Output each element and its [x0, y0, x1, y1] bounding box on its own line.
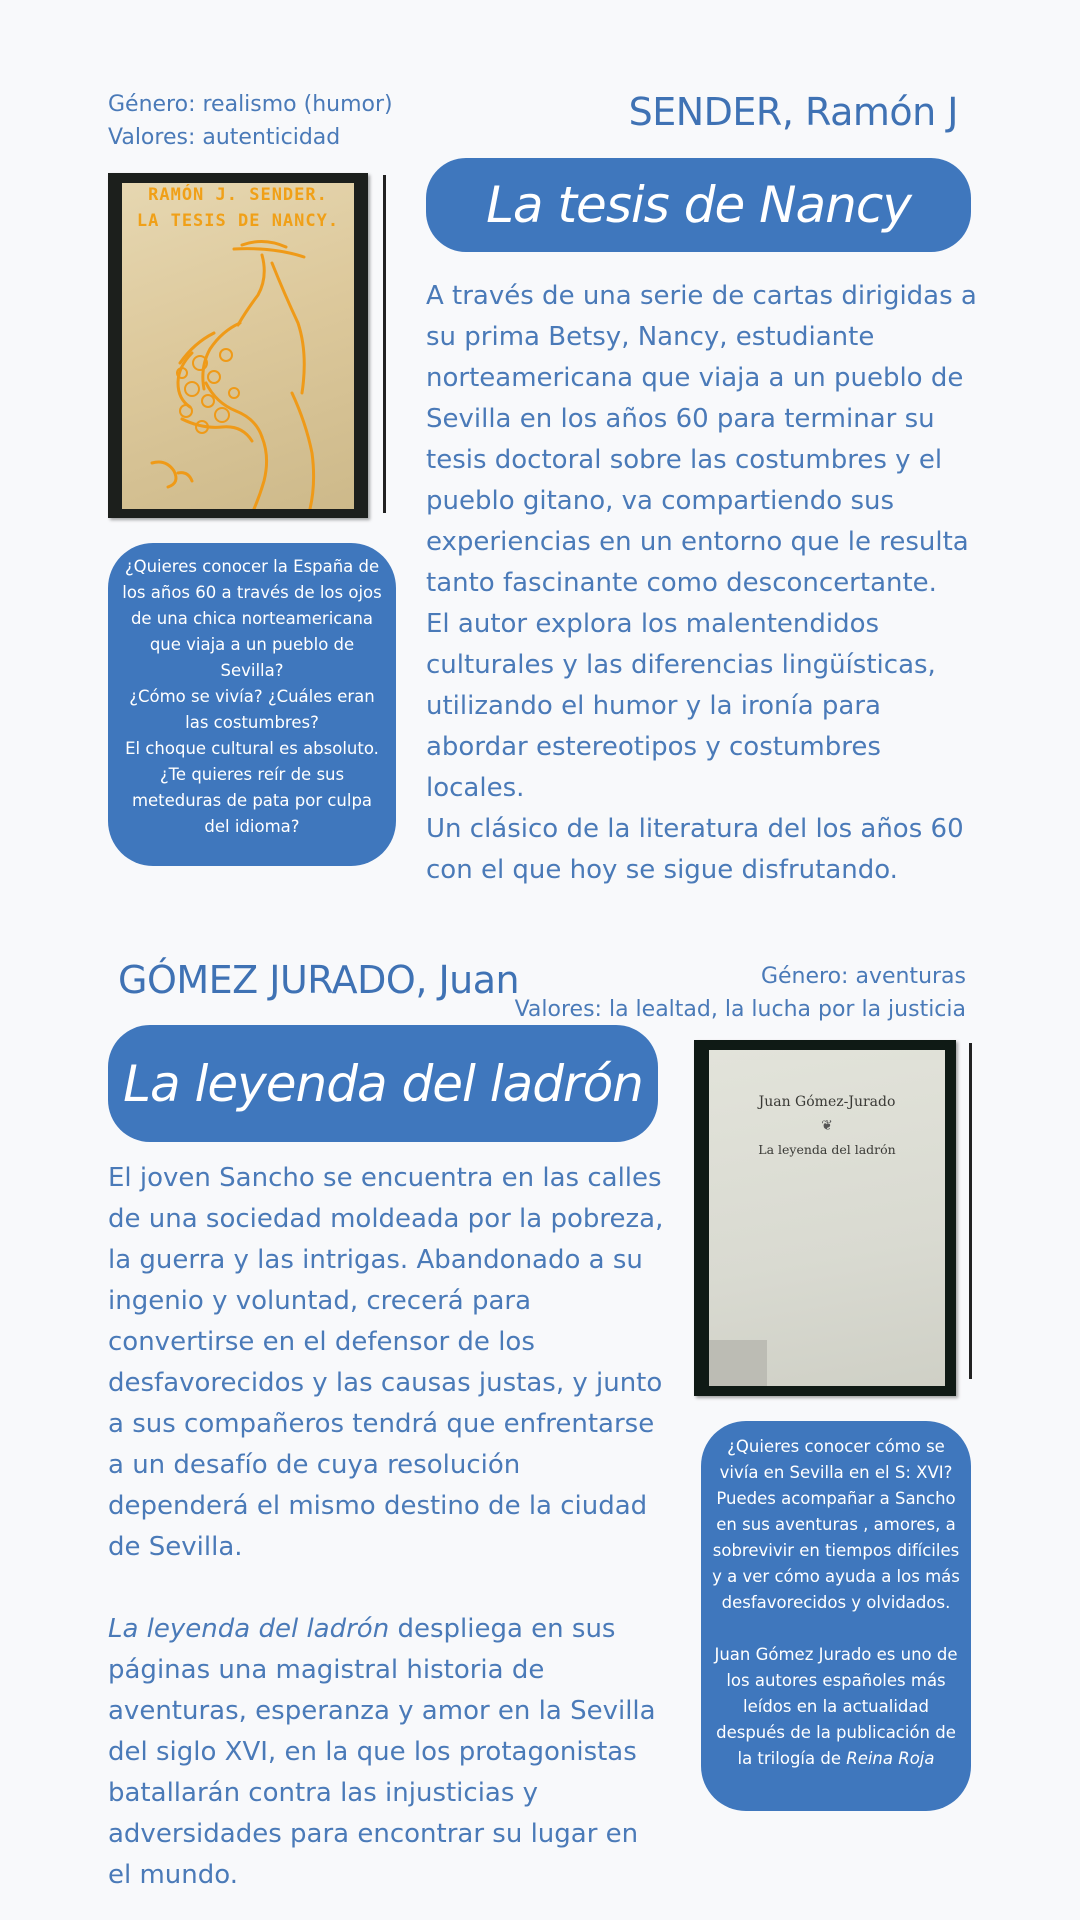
paragraph-gap [711, 1616, 961, 1642]
book1-cover-illustration [122, 183, 354, 509]
book1-title: La tesis de Nancy [486, 176, 911, 234]
book2-cover-stain [709, 1340, 767, 1386]
book2-title: La leyenda del ladrón [123, 1054, 643, 1113]
book2-cover-page [709, 1050, 945, 1386]
book1-question-bubble [108, 543, 396, 866]
book2-bubble-italic-title: Reina Roja [846, 1749, 935, 1768]
book1-description [426, 276, 986, 891]
book1-description-p3: Un clásico de la literatura del los años 60 con el que hoy se sigue disfrutando. [426, 814, 964, 885]
book1-author: SENDER, Ramón J [628, 90, 958, 134]
book2-genre: Género: aventuras [760, 964, 966, 989]
book2-cover-author: Juan Gómez-Jurado [758, 1094, 896, 1110]
book2-author: GÓMEZ JURADO, Juan [118, 958, 520, 1002]
book2-values: Valores: la lealtad, la lucha por la justicia [514, 997, 966, 1022]
book2-meta [515, 960, 966, 1026]
book2-bubble-p2-text: Juan Gómez Jurado es uno de los autores españoles más leídos en la actualidad después de la publicación de la trilogía de [714, 1645, 958, 1768]
paragraph-gap [108, 1568, 668, 1609]
book2-description-p2 [108, 1609, 668, 1896]
book1-values: Valores: autenticidad [108, 125, 341, 150]
book2-description-p2-text: despliega en sus páginas una magistral historia de aventuras, esperanza y amor en la Sevilla del siglo XVI, en la que los protagonistas batallarán contra las injusticias y adversidades para encontrar su lugar en el mundo. [108, 1614, 656, 1890]
book1-meta [108, 88, 393, 154]
book2-cover-ornament: ❦ [821, 1118, 833, 1134]
book2-cover-image [694, 1040, 956, 1396]
book2-cover-title: La leyenda del ladrón [758, 1142, 896, 1157]
book2-description [108, 1158, 668, 1896]
book2-description-p1: El joven Sancho se encuentra en las calles de una sociedad moldeada por la pobreza, la guerra y las intrigas. Abandonado a su ingenio y voluntad, crecerá para convertirse en el defensor de los desfavorecidos y las causas justas, y junto a sus compañeros tendrá que enfrentarse a un desafío de cuya resolución dependerá el mismo destino de la ciudad de Sevilla. [108, 1163, 664, 1562]
book1-cover-image [108, 173, 368, 518]
book1-bubble-p1: ¿Quieres conocer la España de los años 60 a través de los ojos de una chica norteamericana que viaja a un pueblo de Sevilla? [122, 557, 382, 680]
book2-bubble-p2 [711, 1642, 961, 1772]
book1-bubble-p3: El choque cultural es absoluto. ¿Te quieres reír de sus meteduras de pata por culpa del idioma? [125, 739, 379, 836]
book1-cover-page [122, 183, 354, 509]
book2-bubble-p1: ¿Quieres conocer cómo se vivía en Sevilla en el S: XVI? Puedes acompañar a Sancho en sus aventuras , amores, a sobrevivir en tiempos difíciles y a ver cómo ayuda a los más desfavorecidos y olvidados. [712, 1437, 960, 1612]
book1-description-p1: A través de una serie de cartas dirigidas a su prima Betsy, Nancy, estudiante norteamericana que viaja a un pueblo de Sevilla en los años 60 para terminar su tesis doctoral sobre las costumbres y el pueblo gitano, va compartiendo sus experiencias en un entorno que le resulta tanto fascinante como desconcertante. [426, 281, 977, 598]
book1-description-p2: El autor explora los malentendidos culturales y las diferencias lingüísticas, utilizando el humor y la ironía para abordar estereotipos y costumbres locales. [426, 609, 936, 803]
book1-title-banner [426, 158, 971, 252]
book2-description-title-italic: La leyenda del ladrón [108, 1614, 390, 1644]
book1-cover-title: LA TESIS DE NANCY. [136, 211, 340, 231]
book1-cover-author: RAMÓN J. SENDER. [148, 185, 328, 205]
book2-question-bubble [701, 1421, 971, 1811]
book1-bubble-p2: ¿Cómo se vivía? ¿Cuáles eran las costumbres? [129, 687, 375, 732]
book2-title-banner [108, 1025, 658, 1142]
book1-cover-divider [383, 175, 386, 513]
book2-cover-divider [969, 1043, 972, 1379]
book1-genre: Género: realismo (humor) [108, 92, 393, 117]
